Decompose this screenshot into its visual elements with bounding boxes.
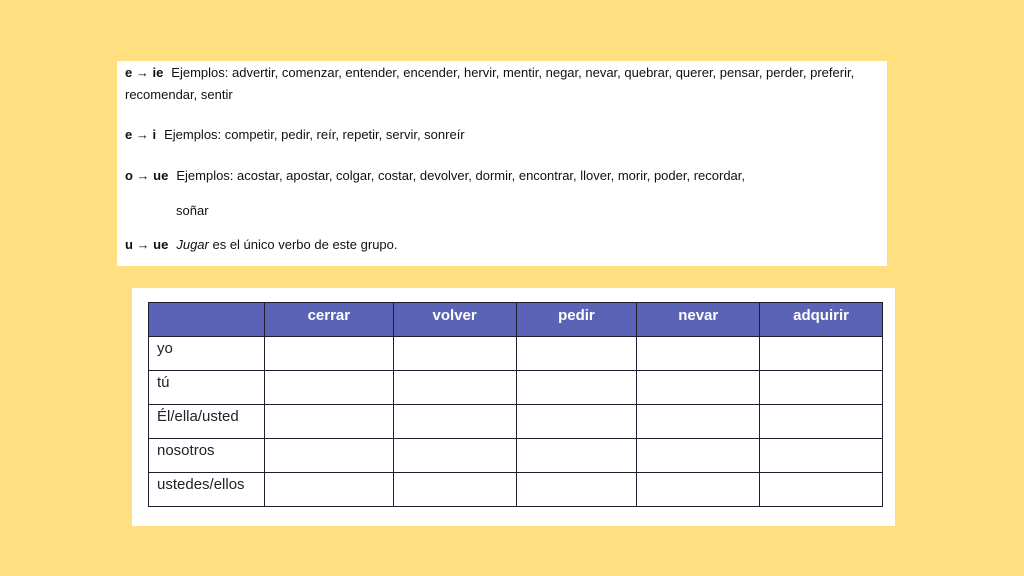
answer-cell[interactable]	[637, 439, 760, 473]
answer-cell[interactable]	[264, 337, 393, 371]
table-row	[149, 405, 883, 439]
answer-cell[interactable]	[393, 371, 516, 405]
rule-examples: Ejemplos: competir, pedir, reír, repetir, servir, sonreír	[164, 127, 465, 142]
stem-change-rules-panel	[117, 61, 887, 266]
answer-cell[interactable]	[393, 405, 516, 439]
rule-e-ie	[125, 62, 881, 106]
answer-cell[interactable]	[264, 371, 393, 405]
table-row	[149, 371, 883, 405]
row-label-ustedes-ellos: ustedes/ellos	[149, 473, 265, 507]
rule-o-ue-continuation: soñar	[176, 203, 209, 218]
header-corner	[149, 303, 265, 337]
rule-e-i	[125, 124, 881, 146]
rule-italic-verb: Jugar	[176, 237, 209, 252]
rule-tag: u → ue	[125, 237, 169, 252]
answer-cell[interactable]	[516, 473, 637, 507]
answer-cell[interactable]	[760, 337, 883, 371]
rule-examples: Ejemplos: advertir, comenzar, entender, encender, hervir, mentir, negar, nevar, quebrar, querer, pensar, perder, preferir, recomendar, sentir	[125, 65, 855, 102]
answer-cell[interactable]	[393, 473, 516, 507]
answer-cell[interactable]	[393, 337, 516, 371]
rule-u-ue	[125, 234, 881, 256]
answer-cell[interactable]	[516, 405, 637, 439]
rule-tag: e → i	[125, 127, 157, 142]
header-adquirir: adquirir	[760, 303, 883, 337]
header-pedir: pedir	[516, 303, 637, 337]
answer-cell[interactable]	[637, 337, 760, 371]
answer-cell[interactable]	[637, 405, 760, 439]
header-cerrar: cerrar	[264, 303, 393, 337]
table-row	[149, 473, 883, 507]
row-label-el-ella-usted: Él/ella/usted	[149, 405, 265, 439]
answer-cell[interactable]	[516, 371, 637, 405]
answer-cell[interactable]	[760, 405, 883, 439]
row-label-yo: yo	[149, 337, 265, 371]
answer-cell[interactable]	[264, 405, 393, 439]
header-volver: volver	[393, 303, 516, 337]
answer-cell[interactable]	[264, 473, 393, 507]
row-label-tu: tú	[149, 371, 265, 405]
table-header-row	[149, 303, 883, 337]
table-row	[149, 337, 883, 371]
rule-examples: es el único verbo de este grupo.	[208, 237, 398, 252]
rule-tag: e → ie	[125, 65, 164, 80]
table-row	[149, 439, 883, 473]
answer-cell[interactable]	[760, 371, 883, 405]
answer-cell[interactable]	[264, 439, 393, 473]
answer-cell[interactable]	[760, 473, 883, 507]
answer-cell[interactable]	[393, 439, 516, 473]
rule-examples: Ejemplos: acostar, apostar, colgar, costar, devolver, dormir, encontrar, llover, morir, poder, recordar,	[176, 168, 746, 183]
answer-cell[interactable]	[760, 439, 883, 473]
answer-cell[interactable]	[516, 439, 637, 473]
rule-tag: o → ue	[125, 168, 169, 183]
answer-cell[interactable]	[637, 473, 760, 507]
answer-cell[interactable]	[516, 337, 637, 371]
header-nevar: nevar	[637, 303, 760, 337]
conjugation-table	[148, 302, 883, 507]
conjugation-table-card	[132, 288, 895, 526]
row-label-nosotros: nosotros	[149, 439, 265, 473]
rule-o-ue	[125, 165, 881, 187]
answer-cell[interactable]	[637, 371, 760, 405]
